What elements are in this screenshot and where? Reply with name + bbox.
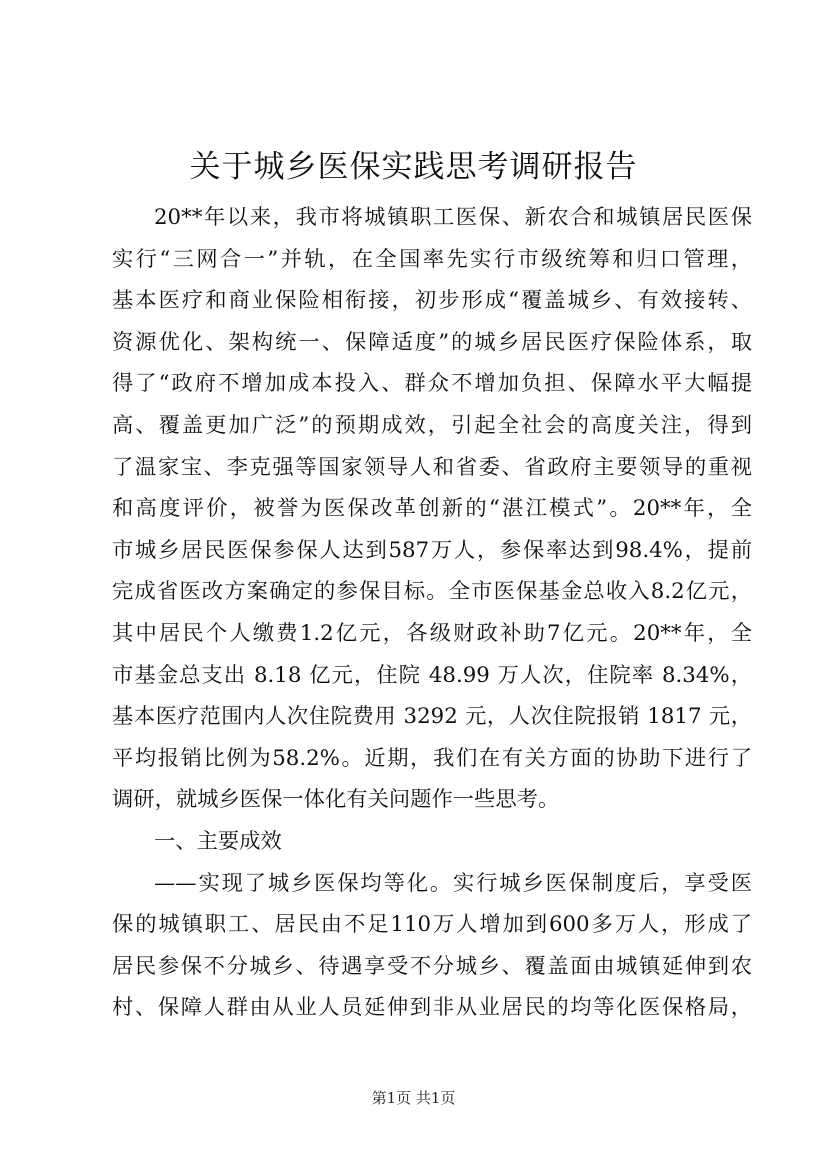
paragraph-line: ——实现了城乡医保均等化。实行城乡医保制度后，享受医 (154, 870, 752, 896)
paragraph-line: 高、覆盖更加广泛”的预期成效，引起全社会的高度关注，得到 (112, 412, 752, 438)
paragraph-line: 调研，就城乡医保一体化有关问题作一些思考。 (112, 787, 560, 813)
section-heading: 一、主要成效 (154, 828, 282, 854)
page-footer: 第1页 共1页 (371, 1089, 456, 1107)
paragraph-line: 基本医疗范围内人次住院费用 3292 元，人次住院报销 1817 元， (112, 704, 752, 730)
document-title: 关于城乡医保实践思考调研报告 (189, 149, 638, 185)
paragraph-line: 居民参保不分城乡、待遇享受不分城乡、覆盖面由城镇延伸到农 (112, 953, 752, 979)
paragraph-line: 村、保障人群由从业人员延伸到非从业居民的均等化医保格局， (112, 995, 752, 1021)
paragraph-line: 市城乡居民医保参保人达到587万人，参保率达到98.4%，提前 (112, 537, 752, 563)
paragraph-line: 完成省医改方案确定的参保目标。全市医保基金总收入8.2亿元， (112, 579, 752, 605)
paragraph-line: 了温家宝、李克强等国家领导人和省委、省政府主要领导的重视 (112, 454, 752, 480)
paragraph-line: 平均报销比例为58.2%。近期，我们在有关方面的协助下进行了 (112, 745, 752, 771)
paragraph-line: 其中居民个人缴费1.2亿元，各级财政补助7亿元。20**年，全 (112, 620, 752, 646)
paragraph-line: 资源优化、架构统一、保障适度”的城乡居民医疗保险体系，取 (112, 329, 752, 355)
document-body (112, 197, 752, 1029)
paragraph-line: 实行“三网合一”并轨，在全国率先实行市级统筹和归口管理， (112, 246, 752, 272)
paragraph-line: 基本医疗和商业保险相衔接，初步形成“覆盖城乡、有效接转、 (112, 288, 752, 314)
paragraph-line: 得了“政府不增加成本投入、群众不增加负担、保障水平大幅提 (112, 371, 752, 397)
paragraph-line: 保的城镇职工、居民由不足110万人增加到600多万人，形成了 (112, 912, 752, 938)
paragraph-line: 市基金总支出 8.18 亿元，住院 48.99 万人次，住院率 8.34%， (112, 662, 752, 688)
paragraph-line: 和高度评价，被誉为医保改革创新的“湛江模式”。20**年，全 (112, 496, 752, 522)
paragraph-line: 20**年以来，我市将城镇职工医保、新农合和城镇居民医保 (154, 205, 752, 230)
